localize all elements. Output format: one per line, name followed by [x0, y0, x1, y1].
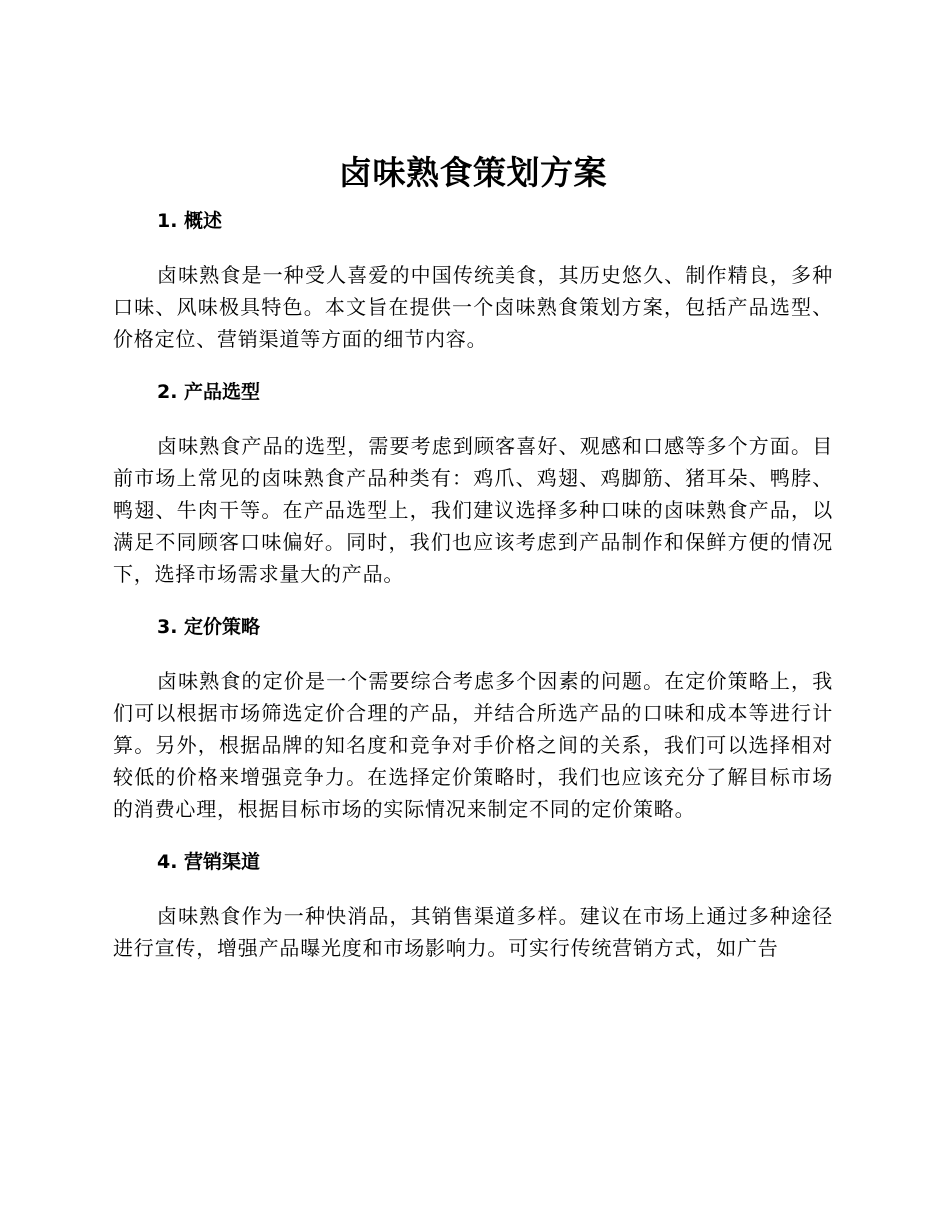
- section-body-marketing-channels: 卤味熟食作为一种快消品，其销售渠道多样。建议在市场上通过多种途径进行宣传，增强产品曝光度和市场影响力。可实行传统营销方式，如广告: [113, 904, 833, 960]
- section-heading-marketing-channels: 4. 营销渠道: [157, 851, 261, 873]
- section-heading-overview: 1. 概述: [157, 210, 223, 232]
- section-body-product-selection: 卤味熟食产品的选型，需要考虑到顾客喜好、观感和口感等多个方面。目前市场上常见的卤味熟食产品种类有：鸡爪、鸡翅、鸡脚筋、猪耳朵、鸭脖、鸭翅、牛肉干等。在产品选型上，我们建议选择多种口味的卤味熟食产品，以满足不同顾客口味偏好。同时，我们也应该考虑到产品制作和保鲜方便的情况下，选择市场需求量大的产品。: [113, 434, 833, 586]
- section-body-overview: 卤味熟食是一种受人喜爱的中国传统美食，其历史悠久、制作精良，多种口味、风味极具特色。本文旨在提供一个卤味熟食策划方案，包括产品选型、价格定位、营销渠道等方面的细节内容。: [113, 263, 833, 351]
- section-heading-pricing-strategy: 3. 定价策略: [157, 616, 261, 638]
- section-body-pricing-strategy: 卤味熟食的定价是一个需要综合考虑多个因素的问题。在定价策略上，我们可以根据市场筛选定价合理的产品，并结合所选产品的口味和成本等进行计算。另外，根据品牌的知名度和竞争对手价格之间的关系，我们可以选择相对较低的价格来增强竞争力。在选择定价策略时，我们也应该充分了解目标市场的消费心理，根据目标市场的实际情况来制定不同的定价策略。: [113, 669, 833, 821]
- document-title: 卤味熟食策划方案: [339, 153, 607, 192]
- document-page: [113, 150, 833, 964]
- section-heading-product-selection: 2. 产品选型: [157, 381, 261, 403]
